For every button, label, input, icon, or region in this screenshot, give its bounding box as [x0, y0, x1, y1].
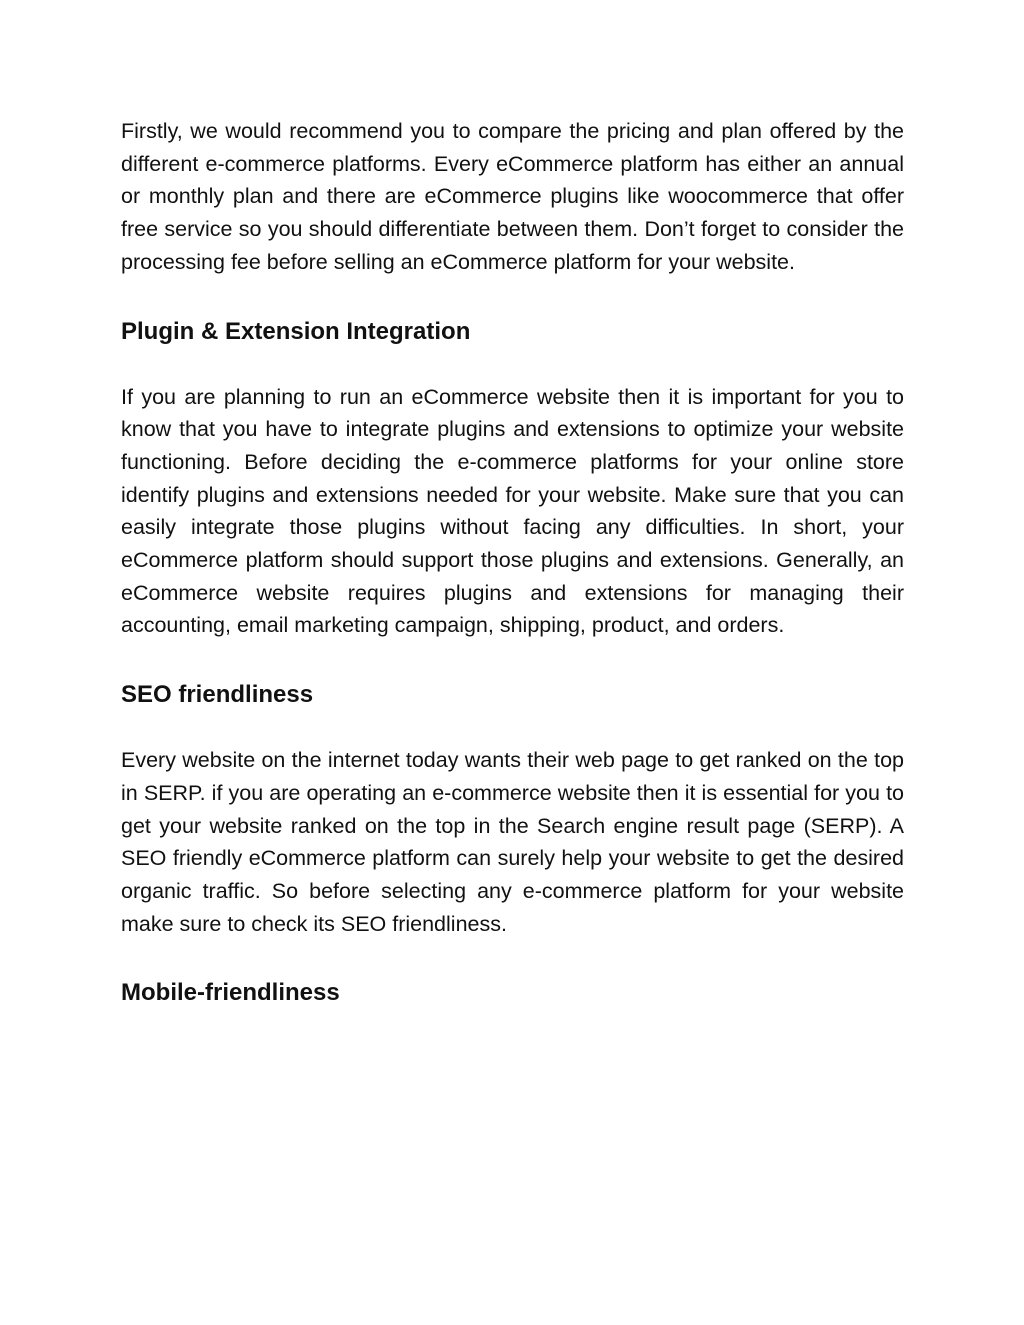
paragraph-pricing: Firstly, we would recommend you to compare the pricing and plan offered by the different e-commerce platforms. Every eCommerce platform has either an annual or monthly plan and there are eCommerce plugins like woocommerce that offer free service so you should differentiate between them. Don’t forget to consider the processing fee before selling an eCommerce platform for your website.	[121, 119, 904, 274]
paragraph-seo: Every website on the internet today wants their web page to get ranked on the top in SERP. if you are operating an e-commerce website then it is essential for you to get your website ranked on the top in the Search engine result page (SERP). A SEO friendly eCommerce platform can surely help your website to get the desired organic traffic. So before selecting any e-commerce platform for your website make sure to check its SEO friendliness.	[121, 748, 904, 936]
paragraph-plugins: If you are planning to run an eCommerce website then it is important for you to know that you have to integrate plugins and extensions to optimize your website functioning. Before deciding the e-commerce platforms for your online store identify plugins and extensions needed for your website. Make sure that you can easily integrate those plugins without facing any difficulties. In short, your eCommerce platform should support those plugins and extensions. Generally, an eCommerce website requires plugins and extensions for managing their accounting, email marketing campaign, shipping, product, and orders.	[121, 384, 904, 638]
document-body	[121, 115, 904, 1009]
heading-seo-friendliness: SEO friendliness	[121, 681, 314, 709]
heading-plugin-extension-integration: Plugin & Extension Integration	[121, 317, 471, 345]
heading-mobile-friendliness: Mobile-friendliness	[121, 979, 340, 1007]
